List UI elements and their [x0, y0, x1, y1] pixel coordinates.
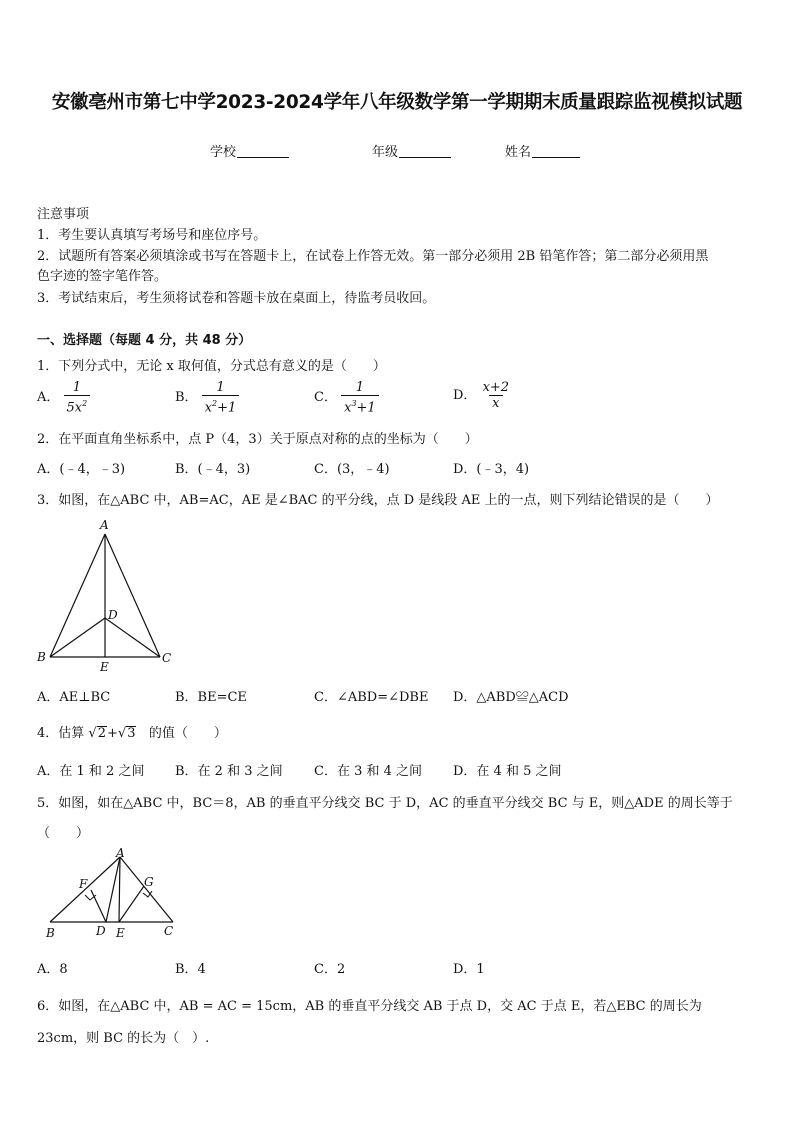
point-label-a: A	[100, 518, 109, 532]
question-3-stem: 3．如图，在△ABC 中，AB=AC，AE 是∠BAC 的平分线，点 D 是线段 AE 上的一点，则下列结论错误的是（ ）	[37, 493, 719, 508]
q1-option-a[interactable]: A． $\frac{1}{5x^2}$	[37, 380, 90, 415]
name-label: 姓名	[505, 145, 532, 160]
q1-option-b[interactable]: B． $\frac{1}{x^2+1}$	[175, 380, 239, 415]
point-label-b: B	[46, 926, 55, 940]
note-item: 色字迹的签字笔作答。	[37, 269, 168, 284]
q5-option-a[interactable]: A．8	[37, 962, 68, 977]
point-label-e: E	[100, 660, 109, 674]
q4-option-c[interactable]: C．在 3 和 4 之间	[314, 764, 423, 779]
note-item: 1．考生要认真填写考场号和座位序号。	[37, 228, 267, 243]
q5-option-d[interactable]: D．1	[453, 962, 485, 977]
note-item: 3．考试结束后，考生须将试卷和答题卡放在桌面上，待监考员收回。	[37, 291, 436, 306]
q4-option-d[interactable]: D．在 4 和 5 之间	[453, 764, 562, 779]
school-label: 学校	[210, 145, 237, 160]
q3-option-d[interactable]: D．△ABD≌△ACD	[453, 690, 569, 705]
point-label-g: G	[144, 875, 154, 889]
point-label-f: F	[79, 877, 88, 891]
q3-triangle-figure	[30, 515, 190, 675]
question-5-stem: 5．如图，如在△ABC 中，BC＝8，AB 的垂直平分线交 BC 于 D，AC 的垂直平分线交 BC 与 E，则△ADE 的周长等于	[37, 796, 733, 811]
q2-option-d[interactable]: D．(﹣3，4)	[453, 462, 530, 477]
point-label-e: E	[116, 926, 125, 940]
q5-option-c[interactable]: C．2	[314, 962, 346, 977]
school-field[interactable]	[210, 141, 289, 160]
q2-option-c[interactable]: C．(3，﹣4)	[314, 462, 390, 477]
q2-option-b[interactable]: B．(﹣4，3)	[175, 462, 251, 477]
question-1-stem: 1．下列分式中，无论 x 取何值，分式总有意义的是（ ）	[37, 359, 386, 374]
grade-field[interactable]	[372, 141, 451, 160]
point-label-b: B	[37, 650, 46, 664]
question-6-stem: 6．如图，在△ABC 中，AB = AC = 15cm，AB 的垂直平分线交 AB 于点 D，交 AC 于点 E，若△EBC 的周长为	[37, 999, 702, 1014]
point-label-a: A	[116, 846, 125, 860]
section-heading: 一、选择题（每题 4 分，共 48 分）	[37, 333, 252, 348]
q5-triangle-figure	[40, 845, 190, 945]
q1-option-c[interactable]: C． $\frac{1}{x^3+1}$	[314, 380, 379, 415]
question-4-stem: 4．估算 √2+√3 的值（ ）	[37, 726, 227, 741]
page-title: 安徽亳州市第七中学2023-2024学年八年级数学第一学期期末质量跟踪监视模拟试题	[51, 92, 743, 113]
notes-heading: 注意事项	[37, 207, 90, 222]
q4-option-b[interactable]: B．在 2 和 3 之间	[175, 764, 283, 779]
q4-option-a[interactable]: A．在 1 和 2 之间	[37, 764, 145, 779]
q3-option-c[interactable]: C．∠ABD=∠DBE	[314, 690, 429, 705]
question-2-stem: 2．在平面直角坐标系中，点 P（4，3）关于原点对称的点的坐标为（ ）	[37, 432, 478, 447]
q5-option-b[interactable]: B．4	[175, 962, 206, 977]
q2-option-a[interactable]: A．(﹣4，﹣3)	[37, 462, 126, 477]
q3-option-b[interactable]: B．BE=CE	[175, 690, 247, 705]
grade-label: 年级	[372, 145, 399, 160]
point-label-c: C	[162, 651, 172, 665]
note-item: 2．试题所有答案必须填涂或书写在答题卡上，在试卷上作答无效。第一部分必须用 2B 铅笔作答；第二部分必须用黑	[37, 249, 709, 264]
name-field[interactable]	[505, 141, 580, 160]
question-5-stem-cont: （ ）	[37, 826, 90, 841]
q3-option-a[interactable]: A．AE⊥BC	[37, 690, 111, 705]
point-label-d: D	[108, 608, 118, 622]
point-label-c: C	[164, 924, 174, 938]
point-label-d: D	[96, 924, 106, 938]
q1-option-d[interactable]: D． $\frac{x+2}{x}$	[453, 380, 510, 411]
question-6-stem-cont: 23cm，则 BC 的长为（ ）.	[37, 1031, 210, 1046]
